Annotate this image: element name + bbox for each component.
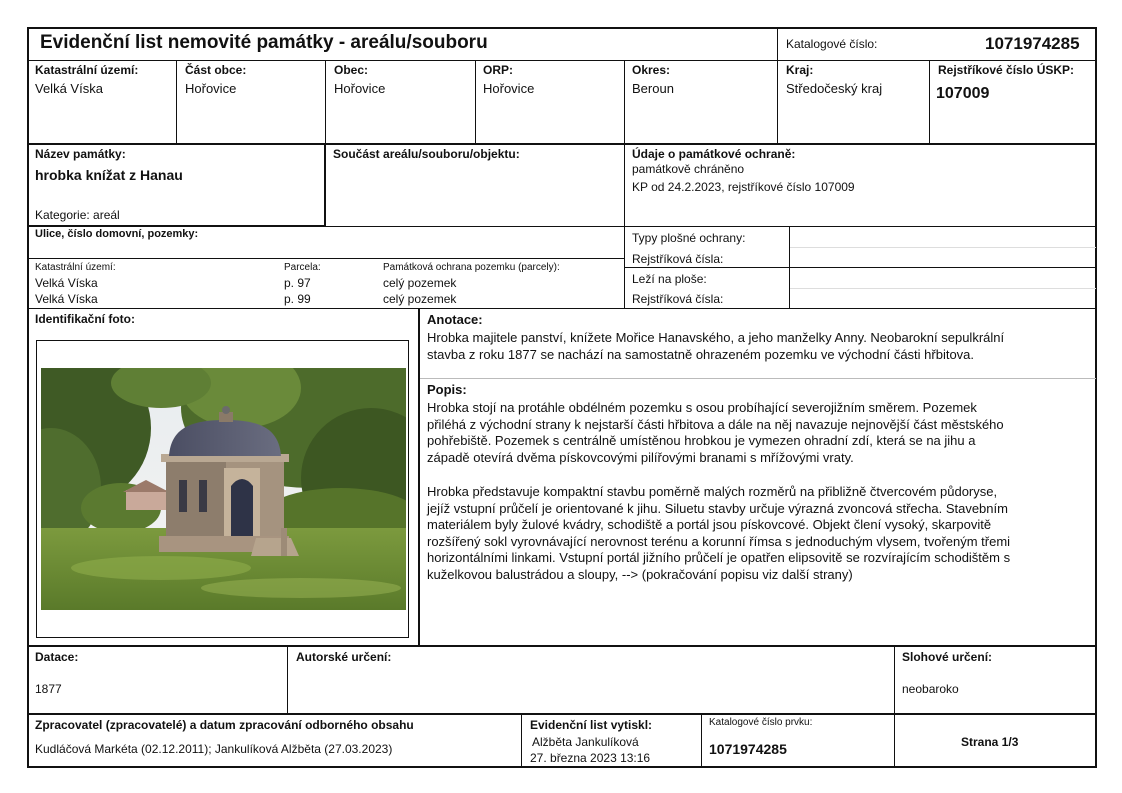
popis-line: Hrobka stojí na protáhle obdélném pozemku s osou probíhající severojižním směrem. Pozemek [427,400,977,415]
popis-paragraph-1 [427,400,1093,466]
okres-value: Beroun [632,81,674,96]
vytiskl-name: Alžběta Jankulíková [532,735,639,749]
document-title: Evidenční list nemovité památky - areálu/souboru [40,32,488,53]
cast-obce-label: Část obce: [185,63,247,77]
popis-line: jejíž vstupní průčelí je orientované k jihu. Siluetu stavby určuje výrazná zvoncová střecha. Stavebním [427,500,1008,516]
page-number: Strana 1/3 [961,735,1019,749]
parcel-ku: Velká Víska [35,276,98,290]
popis-line: kuželkovou balustrádou a sloupy, --> (pokračování popisu viz další strany) [427,566,853,582]
ochrana-line2: KP od 24.2.2023, rejstříkové číslo 107009 [632,180,855,194]
okres-label: Okres: [632,63,671,77]
parcel-col-ku-header: Katastrální území: [35,262,116,273]
parcel-number: p. 97 [284,276,311,290]
tomb-photo [41,368,406,610]
rejstrikova-cisla-label-1: Rejstříková čísla: [632,252,724,266]
slohove-urceni-value: neobaroko [902,682,959,696]
obec-label: Obec: [334,63,369,77]
slohove-urceni-label: Slohové určení: [902,650,993,664]
datace-label: Datace: [35,650,79,664]
autorske-urceni-label: Autorské určení: [296,650,392,664]
anotace-text [427,330,1093,363]
katalogove-cislo-prvku-label: Katalogové číslo prvku: [709,717,813,728]
tomb-photo-image [41,368,406,610]
soucast-label: Součást areálu/souboru/objektu: [333,147,520,161]
catalog-number: 1071974285 [985,34,1080,53]
katalogove-cislo-prvku-value: 1071974285 [709,741,787,757]
typy-plosne-ochrany-label: Typy plošné ochrany: [632,231,746,245]
anotace-line: Hrobka majitele panství, knížete Mořice Hanavského, a jeho manželky Anny. Neobarokní sepulkrální [427,330,1005,345]
vytiskl-label: Evidenční list vytiskl: [530,718,653,732]
rejstrikove-cislo-value: 107009 [936,85,990,102]
catalog-number-label: Katalogové číslo: [786,37,878,51]
ulice-label: Ulice, číslo domovní, pozemky: [35,228,199,240]
nazev-pamatky-value: hrobka knížat z Hanau [35,167,183,183]
kategorie: Kategorie: areál [35,208,120,222]
vytiskl-date: 27. března 2023 13:16 [530,751,651,765]
parcel-ku: Velká Víska [35,292,98,306]
orp-label: ORP: [483,63,513,77]
obec-value: Hořovice [334,81,386,96]
rejstrikove-cislo-label: Rejstříkové číslo ÚSKP: [938,63,1075,77]
ochrana-label: Údaje o památkové ochraně: [632,147,796,161]
parcel-number: p. 99 [284,292,311,306]
popis-line: rozšířený sokl vyrovnávající nerovnost terénu a korunní římsa s jednoduchým vlysem, tvořeným třemi [427,533,1011,549]
rejstrikova-cisla-label-2: Rejstříková čísla: [632,292,724,306]
popis-line: západě otevírá dvěma pískovcovými pilířovými branami s mřížovými vraty. [427,449,854,465]
cast-obce-value: Hořovice [185,81,237,96]
popis-line: přiléhá z východní strany k nejstarší části hřbitova a dále na něj navazuje nejnovější část městského [427,416,1004,432]
popis-line: horizontálními linkami. Vstupní portál jižního průčelí je opatřen elipsovitě se rozvírajícím schodištěm s [427,550,1011,565]
katastralni-uzemi-label: Katastrální území: [35,63,139,77]
nazev-pamatky-label: Název památky: [35,147,126,161]
popis-line: materiálem byly žulové kvádry, schodiště a portál jsou pískovcové. Objekt člení vysoký, skarpovitě [427,517,992,532]
anotace-label: Anotace: [427,312,483,327]
katastralni-uzemi-value: Velká Víska [35,81,103,96]
popis-label: Popis: [427,382,467,397]
datace-value: 1877 [35,682,62,696]
anotace-line: stavba z roku 1877 se nachází na samostatně ohrazeném pozemku ve východní části hřbitova. [427,346,975,362]
popis-line: Hrobka představuje kompaktní stavbu poměrně malých rozměrů na přibližně čtvercovém půdoryse, [427,484,998,499]
orp-value: Hořovice [483,81,535,96]
lezi-na-plose-label: Leží na ploše: [632,272,707,286]
zpracovatel-value: Kudláčová Markéta (02.12.2011); Jankulíková Alžběta (27.03.2023) [35,742,393,756]
popis-line: pohřebiště. Pozemek s centrálně umístěnou hrobkou je vymezen ohradní zdí, která se na jihu a [427,433,976,448]
kraj-label: Kraj: [786,63,814,77]
popis-paragraph-2 [427,484,1093,583]
parcel-protection: celý pozemek [383,292,457,306]
kraj-value: Středočeský kraj [786,81,883,96]
ochrana-line1: památkově chráněno [632,162,745,176]
parcel-protection: celý pozemek [383,276,457,290]
parcel-col-ochrana-header: Památková ochrana pozemku (parcely): [383,262,560,273]
identifikacni-foto-label: Identifikační foto: [35,312,135,326]
parcel-col-parcela-header: Parcela: [284,262,321,273]
zpracovatel-label: Zpracovatel (zpracovatelé) a datum zpracování odborného obsahu [35,718,414,732]
